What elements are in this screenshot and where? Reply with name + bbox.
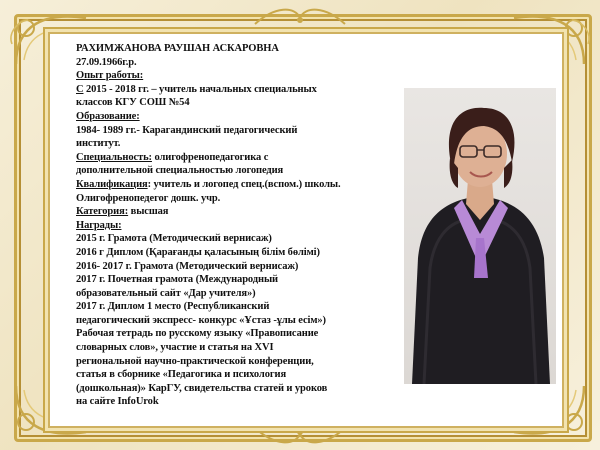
category-label: Категория: xyxy=(76,206,129,218)
award-line: статья в сборнике «Педагогика и психология xyxy=(76,369,287,381)
ornament-top-center-icon xyxy=(250,2,350,30)
award-line: (дошкольная)» КарГУ, свидетельства статей и уроков xyxy=(76,382,328,394)
birthdate: 27.09.1966г.р. xyxy=(76,56,137,68)
award-line: педагогический экспресс- конкурс «Ұстаз -ұлы есім») xyxy=(76,314,326,326)
experience-line-2: классов КГУ СОШ №54 xyxy=(76,97,190,109)
specialty-line-2: дополнительной специальностью логопедия xyxy=(76,165,284,177)
experience-line-1 xyxy=(76,83,376,97)
award-line: словарных слов», участие и статья на XVI xyxy=(76,342,274,354)
education-label: Образование: xyxy=(76,110,140,122)
qualification-label: Квалификация xyxy=(76,178,148,190)
award-line: региональной научно-практической конференции, xyxy=(76,355,314,367)
experience-rest: 2015 - 2018 гг. – учитель начальных специальных xyxy=(83,83,317,95)
award-line: 2016- 2017 г. Грамота (Методический вернисаж) xyxy=(76,260,299,272)
portrait-illustration xyxy=(404,88,556,384)
specialty-label: Специальность: xyxy=(76,151,152,163)
experience-prefix: С xyxy=(76,83,84,95)
teacher-portrait-photo xyxy=(404,88,556,384)
award-line: Рабочая тетрадь по русскому языку «Правописание xyxy=(76,328,319,340)
award-line: 2017 г. Почетная грамота (Международный xyxy=(76,274,278,286)
qualification-value: : учитель и логопед спец.(вспом.) школы. xyxy=(147,178,341,190)
award-line: 2017 г. Диплом 1 место (Республиканский xyxy=(76,301,270,313)
awards-label: Награды: xyxy=(76,219,122,231)
category-line xyxy=(76,205,376,219)
qualification-line-2: Олигофренопедегог дошк. учр. xyxy=(76,192,221,204)
qualification-line-1 xyxy=(76,178,376,192)
specialty-line-1 xyxy=(76,151,376,165)
teacher-name: РАХИМЖАНОВА РАУШАН АСКАРОВНА xyxy=(76,43,279,54)
award-line: образовательный сайт «Дар учителя») xyxy=(76,287,256,299)
profile-text xyxy=(76,42,376,409)
category-value: высшая xyxy=(128,206,169,218)
award-line: 2015 г. Грамота (Методический вернисаж) xyxy=(76,233,272,245)
award-line: на сайте InfoUrok xyxy=(76,396,159,408)
award-line: 2016 г Диплом (Қарағанды қаласының білім бөлімі) xyxy=(76,246,320,258)
experience-label: Опыт работы: xyxy=(76,70,144,82)
education-line-2: институт. xyxy=(76,138,121,150)
specialty-value: олигофренопедагогика с xyxy=(151,151,269,163)
education-line-1: 1984- 1989 гг.- Карагандинский педагогический xyxy=(76,124,298,136)
